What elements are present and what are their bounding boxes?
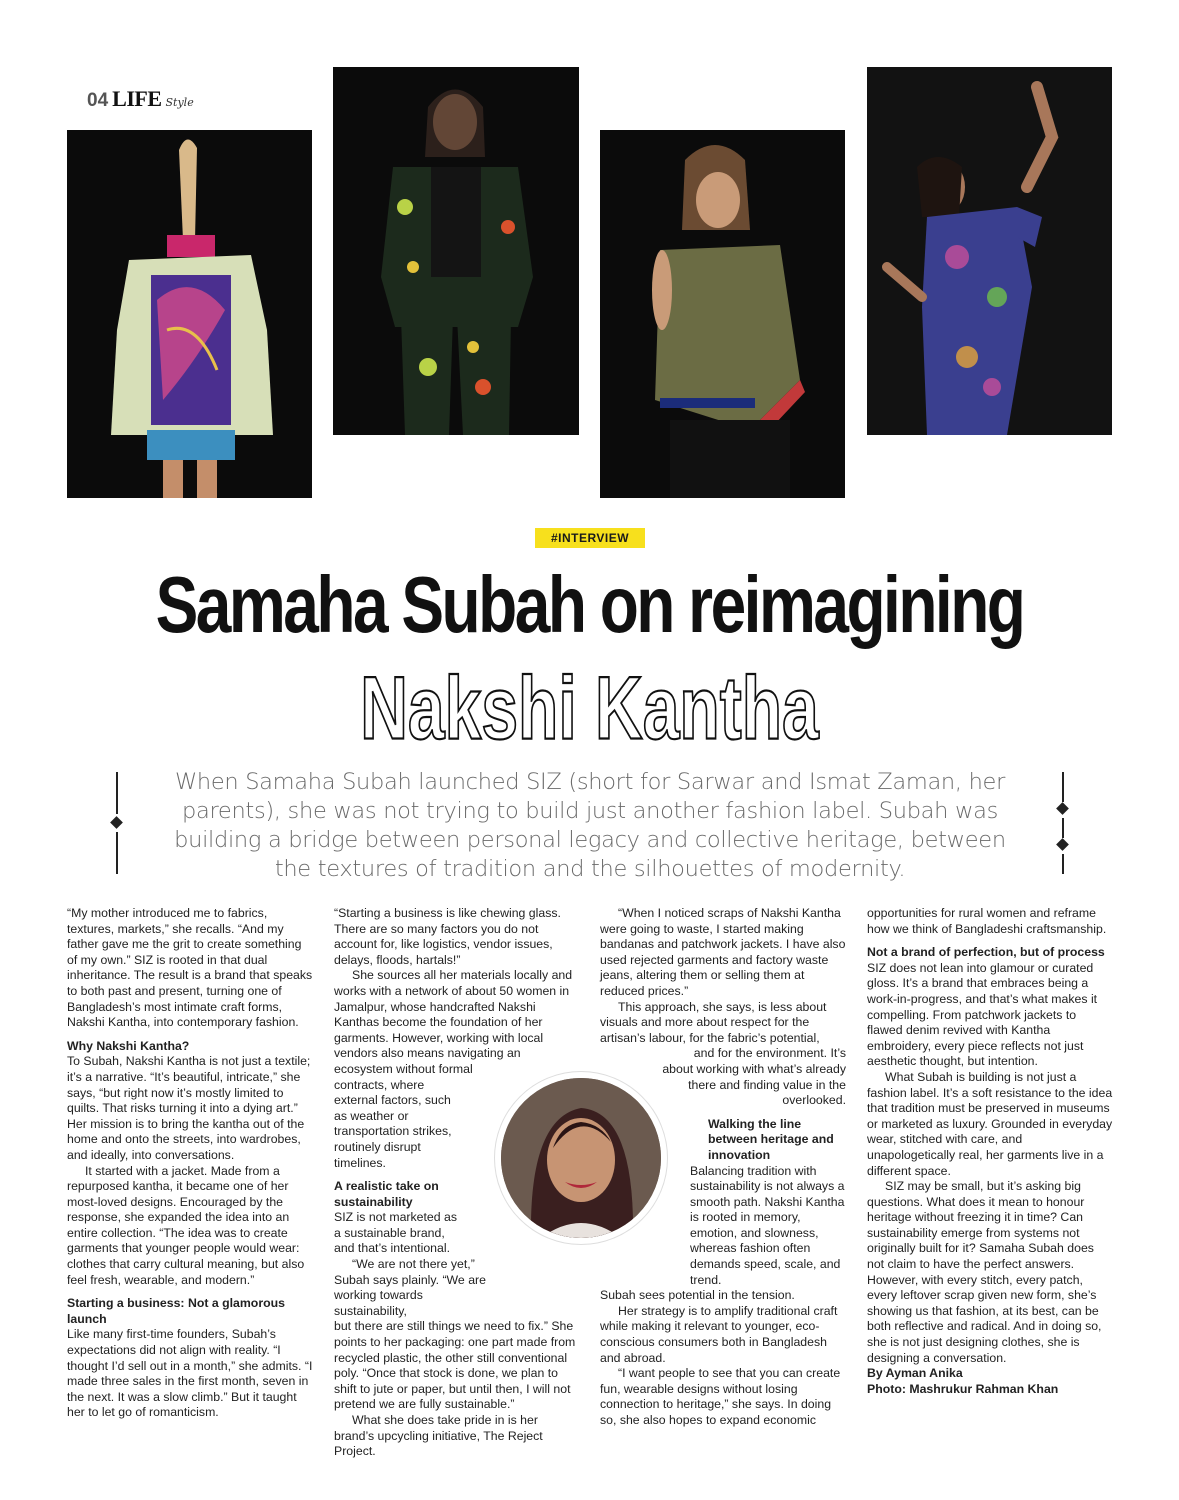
subheading: Walking the line between heritage and innovation [708, 1116, 834, 1162]
section-logo: LIFE [112, 86, 162, 111]
paragraph: SIZ is not marketed as a sustainable brand, and that’s intentional. [334, 1210, 458, 1256]
headline-line2: Nakshi Kantha [360, 657, 819, 758]
byline: By Ayman Anika [867, 1366, 963, 1381]
portrait-photo-samaha-subah [495, 1072, 667, 1244]
paragraph: This approach, she says, is less about visuals and more about respect for the artisan’s labour, for the fabric’s potential, [600, 999, 827, 1045]
decorative-divider-left [113, 772, 121, 874]
subheading: Not a brand of perfection, but of process [867, 945, 1105, 960]
paragraph: What she does take pride in is her brand’s upcycling initiative, The Reject Project. [334, 1413, 543, 1459]
paragraph: “We are not there yet,” Subah says plainly. “We are working towards sustainability, [334, 1257, 486, 1318]
paragraph: SIZ does not lean into glamour or curated gloss. It’s a brand that embraces being a work-in-progress, and that’s what makes it compelling. From patchwork jackets to flawed denim revived with Kantha embroidery, every piece reflects not just aesthetic thought, but intention. [867, 960, 1098, 1069]
paragraph: Her strategy is to amplify traditional craft while making it relevant to younger, eco-conscious consumers both in Bangladesh and abroad. [600, 1303, 838, 1365]
intro-standfirst: When Samaha Subah launched SIZ (short for Sarwar and Ismat Zaman, her parents), she was not trying to build just another fashion label. Subah was building a bridge between personal legacy and collective heritage, between the textures of tradition and the silhouettes of modernity. [174, 769, 1006, 882]
photo-olive-drape-top [600, 130, 845, 498]
decorative-divider-right [1059, 772, 1067, 874]
article-column-1 [67, 906, 313, 1421]
category-tag: #INTERVIEW [535, 528, 645, 548]
paragraph: and for the environment. It’s about working with what’s already there and finding value in the overlooked. [662, 1046, 846, 1108]
subheading: A realistic take on sustainability [334, 1179, 439, 1209]
photo-credit: Photo: Mashrukur Rahman Khan [867, 1381, 1059, 1396]
paragraph: SIZ may be small, but it’s asking big questions. What does it mean to honour heritage without freezing it in time? Can sustainability emerge from systems not originally built for it? Samaha Subah does not claim to have the perfect answers. However, with every stitch, every patch, every leftover scrap given new form, she’s showing us that fashion, at its best, can be both reflective and radical. And in doing so, she is not just designing clothes, she is designing a conversation. [867, 1179, 1102, 1365]
subheading: Why Nakshi Kantha? [67, 1038, 190, 1053]
paragraph: opportunities for rural women and reframe how we think of Bangladeshi craftsmanship. [867, 906, 1107, 936]
paragraph: It started with a jacket. Made from a repurposed kantha, it became one of her most-loved designs. Encouraged by the response, she expanded the idea into an entire collection. “The idea was to create garments that younger people would wear: clothes that carry cultural meaning, but also feel fresh, wearable, and modern.” [67, 1163, 305, 1287]
paragraph: To Subah, Nakshi Kantha is not just a textile; it’s a narrative. “It’s beautiful, intricate,” she says, “but right now it’s mostly limited to quilts. That risks turning it into a dying art.” Her mission is to bring the kantha out of the home and onto the streets, into wardrobes, and ideally, into conversations. [67, 1054, 311, 1162]
photo-kantha-jacket-back [67, 130, 312, 498]
masthead [87, 86, 194, 112]
paragraph: “My mother introduced me to fabrics, textures, markets,” she recalls. “And my father gave me the grit to create something of my own.” SIZ is rooted in that dual inheritance. The result is a brand that speaks to both past and present, turning one of Bangladesh’s most intimate craft forms, Nakshi Kantha, into contemporary fashion. [67, 906, 313, 1030]
paragraph: Like many first-time founders, Subah’s expectations did not align with reality. “I thought I’d sell out in a month,” she admits. “I made three sales in the first month, seven in the next. It was a slow climb.” But it taught her to let go of romanticism. [67, 1327, 313, 1420]
paragraph: Balancing tradition with sustainability is not always a smooth path. Nakshi Kantha is rooted in memory, emotion, and slowness, whereas fashion often demands speed, scale, and trend. [690, 1163, 845, 1287]
headline-line1: Samaha Subah on reimagining [155, 559, 1024, 650]
paragraph: Subah sees potential in the tension. [600, 1288, 795, 1303]
page-number: 04 [87, 90, 109, 111]
paragraph: but there are still things we need to fix.” She points to her packaging: one part made from recycled plastic, the other still conventional poly. “Once that stock is done, we plan to shift to jute or paper, but until then, I will not pretend we are fully sustainable.” [334, 1319, 576, 1412]
article-column-4 [867, 906, 1113, 1397]
paragraph: What Subah is building is not just a fashion label. It’s a soft resistance to the idea that tradition must be preserved in museums or marketed as luxury. Grounded in everyday wear, stitched with care, and unapologetically real, her garments live in a different space. [867, 1069, 1113, 1178]
paragraph: She sources all her materials locally and works with a network of about 50 women in Jamalpur, whose handcrafted Nakshi Kanthas become the foundation of her garments. However, working with local vendors also means navigating an ecosystem without formal [334, 968, 573, 1076]
paragraph: “I want people to see that you can create fun, wearable designs without losing connection to heritage,” she says. In doing so, she also hopes to expand economic [600, 1366, 841, 1427]
photo-blue-kantha-jumpsuit [867, 67, 1112, 435]
subheading: Starting a business: Not a glamorous launch [67, 1296, 285, 1326]
section-logo-script: Style [165, 96, 194, 109]
paragraph: “When I noticed scraps of Nakshi Kantha were going to waste, I started making bandanas and patchwork jackets. I have also used rejected garments and factory waste jeans, altering them or selling them at reduced prices.” [600, 906, 846, 998]
paragraph: contracts, where external factors, such as weather or transportation strikes, routinely disrupt timelines. [334, 1077, 452, 1170]
paragraph: “Starting a business is like chewing glass. There are so many factors you do not account for, like logistics, vendor issues, delays, floods, hartals!” [334, 906, 561, 967]
photo-kantha-blazer-pants [333, 67, 579, 435]
